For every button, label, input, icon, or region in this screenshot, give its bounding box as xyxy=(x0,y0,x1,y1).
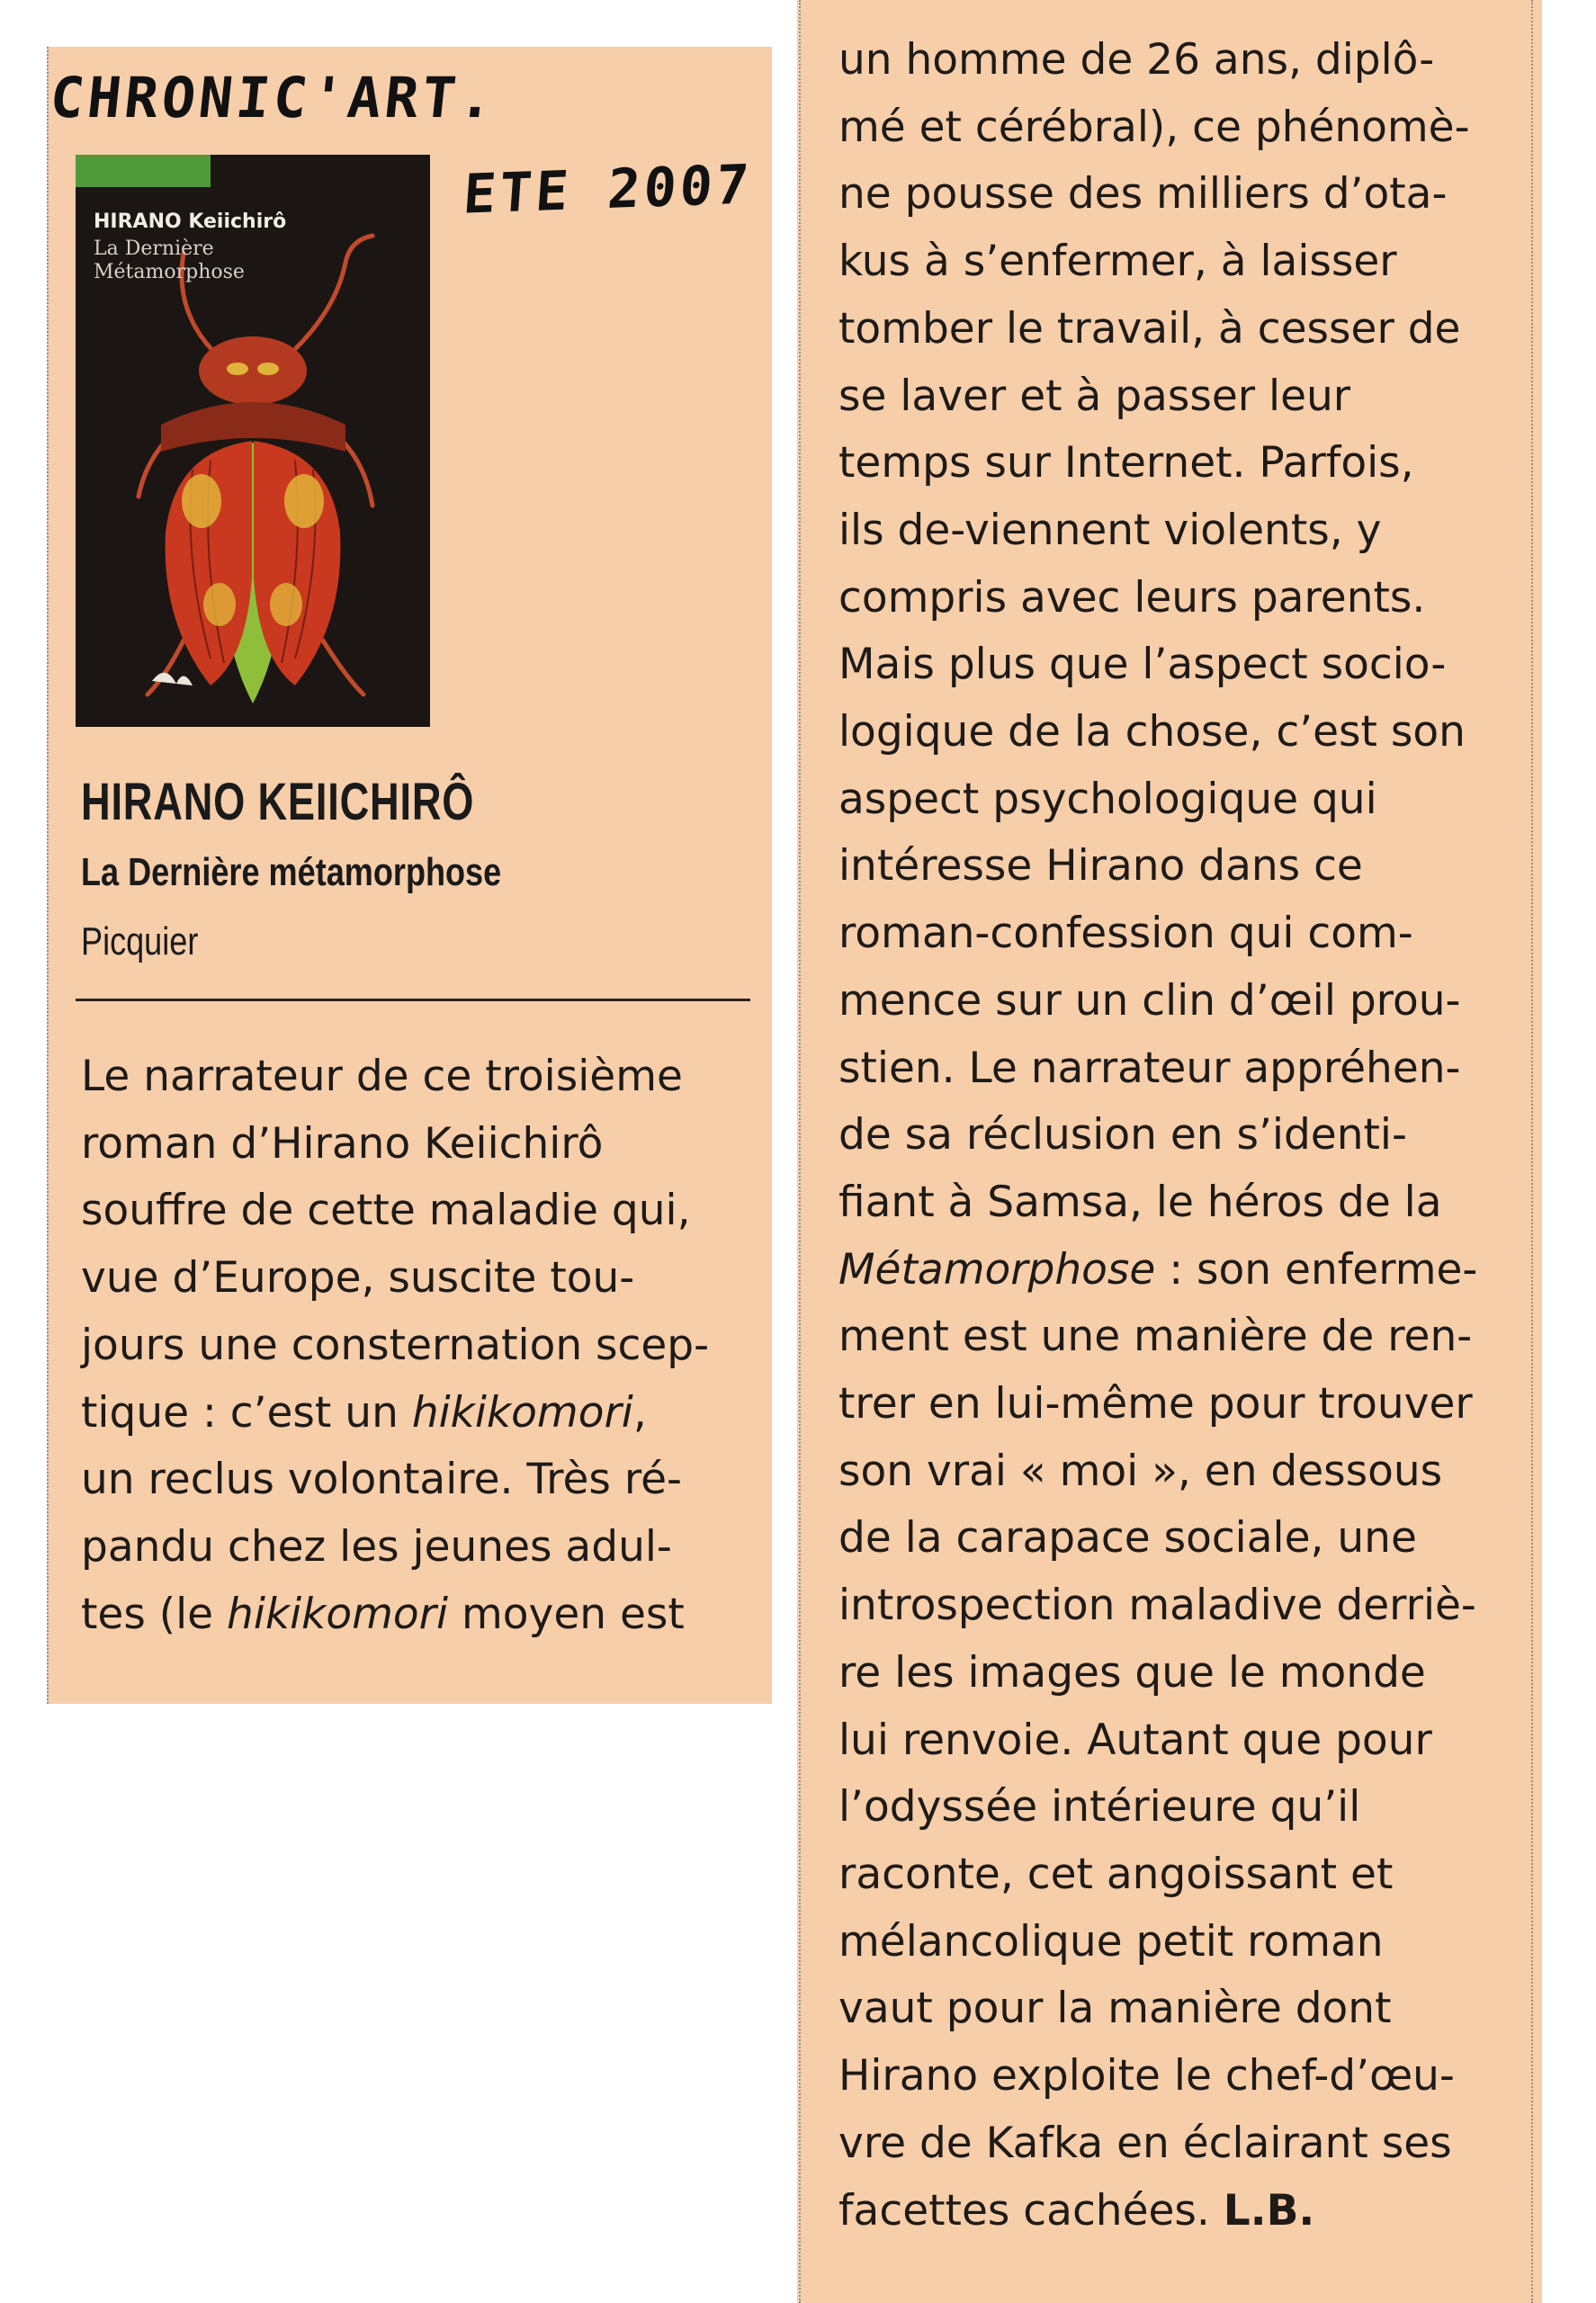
text-line: son vrai « moi », en dessous xyxy=(838,1446,1443,1496)
text-line: tes (le hikikomori moyen est xyxy=(81,1589,685,1639)
right-clipping-left-cut-edge xyxy=(799,0,802,2303)
text-line: jours une consternation scep- xyxy=(81,1320,710,1370)
review-body-right-column xyxy=(838,27,1522,2245)
text-line: intéresse Hirano dans ce xyxy=(838,841,1363,892)
beetle-wing-spot-left-upper xyxy=(182,474,221,528)
text-line: ne pousse des milliers d’ota- xyxy=(838,169,1448,220)
text-line: raconte, cet angoissant et xyxy=(838,1849,1394,1899)
handwritten-date: ETE 2007 xyxy=(461,153,755,227)
text-line: fiant à Samsa, le héros de la xyxy=(838,1177,1442,1227)
cover-green-tab xyxy=(76,155,211,187)
text-line: temps sur Internet. Parfois, xyxy=(838,438,1414,488)
text-line: roman-confession qui com- xyxy=(838,909,1413,959)
text-line: compris avec leurs parents. xyxy=(838,572,1426,623)
beetle-head xyxy=(199,336,307,405)
review-book-author: HIRANO KEIICHIRÔ xyxy=(81,773,475,831)
text-line: tique : c’est un hikikomori, xyxy=(81,1387,647,1438)
text-line: ment est une manière de ren- xyxy=(838,1312,1473,1362)
text-line: Le narrateur de ce troisième xyxy=(81,1052,683,1101)
section-divider xyxy=(76,999,750,1001)
text-line: vue d’Europe, suscite tou- xyxy=(81,1253,635,1304)
text-line: tomber le travail, à cesser de xyxy=(838,303,1461,354)
text-line: pandu chez les jeunes adul- xyxy=(81,1521,672,1572)
text-line: souffre de cette maladie qui, xyxy=(81,1186,691,1236)
italic-term: Métamorphose xyxy=(838,1244,1156,1295)
text-line: de sa réclusion en s’identi- xyxy=(838,1110,1407,1160)
beetle-wing-spot-left-lower xyxy=(203,583,236,626)
text-line: re les images que le monde xyxy=(838,1647,1426,1698)
beetle-head-spot-right xyxy=(257,363,279,375)
text-line: l’odyssée intérieure qu’il xyxy=(838,1782,1361,1833)
text-line: mé et cérébral), ce phénomè- xyxy=(838,102,1470,152)
beetle-wing-spot-right-upper xyxy=(284,474,324,528)
left-clipping-cut-edge xyxy=(47,47,50,1704)
text-line: Hirano exploite le chef-d’œu- xyxy=(838,2051,1455,2101)
text-line: Mais plus que l’aspect socio- xyxy=(838,640,1447,690)
text-line: un homme de 26 ans, diplô- xyxy=(838,35,1435,85)
text-line: mélancolique petit roman xyxy=(838,1916,1384,1967)
right-clipping-right-cut-edge xyxy=(1531,0,1535,2303)
text-line: roman d’Hirano Keiichirô xyxy=(81,1118,604,1169)
text-line: Métamorphose : son enferme- xyxy=(838,1244,1478,1295)
text-line: introspection maladive derriè- xyxy=(838,1581,1476,1631)
text-line: un reclus volontaire. Très ré- xyxy=(81,1455,682,1505)
handwritten-magazine-name: CHRONIC'ART. xyxy=(47,65,500,130)
review-book-publisher: Picquier xyxy=(81,919,199,963)
italic-term: hikikomori xyxy=(227,1589,449,1639)
text-line: facettes cachées. L.B. xyxy=(838,2185,1315,2236)
italic-term: hikikomori xyxy=(411,1387,633,1438)
text-line: de la carapace sociale, une xyxy=(838,1513,1417,1564)
text-line: trer en lui-même pour trouver xyxy=(838,1379,1473,1429)
cover-title-line: La Dernière xyxy=(94,237,214,260)
text-line: kus à s’enfermer, à laisser xyxy=(838,237,1397,287)
cover-author: HIRANO Keiichirô xyxy=(94,211,287,233)
text-line: logique de la chose, c’est son xyxy=(838,707,1466,757)
text-line: mence sur un clin d’œil prou- xyxy=(838,975,1461,1026)
review-book-title: La Dernière métamorphose xyxy=(81,850,502,894)
beetle-head-spot-left xyxy=(227,363,248,375)
beetle-leg-right-rear xyxy=(323,641,363,694)
reviewer-signature: L.B. xyxy=(1223,2185,1315,2236)
cover-title-line: Métamorphose xyxy=(94,261,245,283)
beetle-wing-spot-right-lower xyxy=(270,583,302,626)
cover-title xyxy=(94,237,318,284)
text-line: ils de-viennent violents, y xyxy=(838,505,1382,555)
book-cover-image xyxy=(76,155,430,727)
text-line: vre de Kafka en éclairant ses xyxy=(838,2118,1452,2168)
text-line: lui renvoie. Autant que pour xyxy=(838,1715,1432,1765)
text-line: se laver et à passer leur xyxy=(838,371,1351,421)
text-line: stien. Le narrateur appréhen- xyxy=(838,1043,1461,1093)
text-line: vaut pour la manière dont xyxy=(838,1984,1392,2034)
review-body-left-column xyxy=(81,1044,765,1648)
beetle-leg-left-rear xyxy=(148,641,184,694)
text-line: aspect psychologique qui xyxy=(838,774,1377,824)
